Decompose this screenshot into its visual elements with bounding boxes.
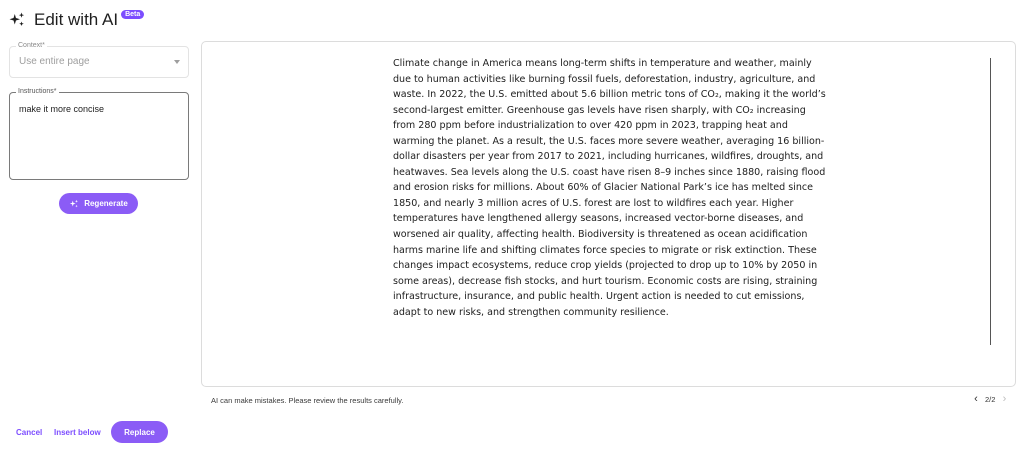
instructions-label: Instructions*: [18, 88, 57, 95]
pager-count: 2/2: [985, 394, 996, 404]
result-pager: [972, 394, 1008, 404]
dialog-title: Edit with AI: [34, 10, 119, 29]
instructions-input[interactable]: [19, 104, 179, 134]
result-text: Climate change in America means long-term shifts in temperature and weather, mainly due to human activities like burning fossil fuels, deforestation, industry, agriculture, and waste. In 2022, the U.S. emitted about 5.6 billion metric tons of CO₂, making it the world’s second-largest emitter. Greenhouse gas levels have risen sharply, with CO₂ increasing from 280 ppm before industrialization to over 420 ppm in 2023, trapping heat and warming the planet. As a result, the U.S. faces more severe weather, averaging 16 billion-dollar disasters per year from 2017 to 2021, including hurricanes, wildfires, droughts, and heatwaves. Sea levels along the U.S. coast have risen 8–9 inches since 1880, raising flood and erosion risks for millions. About 60% of Glacier National Park’s ice has melted since 1850, and nearly 3 million acres of U.S. forest are lost to wildfires each year. Higher temperatures have lengthened allergy seasons, increased vector-borne diseases, and worsened air quality, affecting health. Biodiversity is threatened as ocean acidification harms marine life and shifting climates force species to migrate or risk extinction. These changes impact ecosystems, reduce crop yields (projected to drop up to 10% by 2050 in some areas), decrease fish stocks, and hurt tourism. Economic costs are rising, straining infrastructure, insurance, and public health. Urgent action is needed to cut emissions, adapt to new risks, and strengthen community resilience.: [393, 58, 826, 318]
disclaimer-text: AI can make mistakes. Please review the results carefully.: [211, 396, 404, 405]
instructions-field[interactable]: [9, 88, 189, 180]
scrollbar[interactable]: [990, 58, 991, 345]
sparkle-icon: [8, 11, 26, 29]
context-value: Use entire page: [19, 56, 90, 67]
result-panel: [201, 41, 1016, 387]
chevron-left-icon[interactable]: ‹: [974, 393, 978, 405]
chevron-right-icon[interactable]: ›: [1002, 393, 1007, 405]
context-label: Context*: [18, 42, 45, 49]
dialog-header: [8, 10, 144, 30]
chevron-down-icon: [174, 60, 180, 64]
cancel-button[interactable]: Cancel: [16, 428, 43, 437]
context-select[interactable]: [9, 42, 189, 78]
beta-badge: Beta: [121, 10, 144, 19]
sparkle-icon: [69, 199, 79, 209]
insert-below-button[interactable]: Insert below: [54, 428, 101, 437]
regenerate-button[interactable]: [59, 193, 138, 214]
replace-button[interactable]: Replace: [111, 421, 168, 443]
regenerate-label: Regenerate: [84, 199, 128, 208]
